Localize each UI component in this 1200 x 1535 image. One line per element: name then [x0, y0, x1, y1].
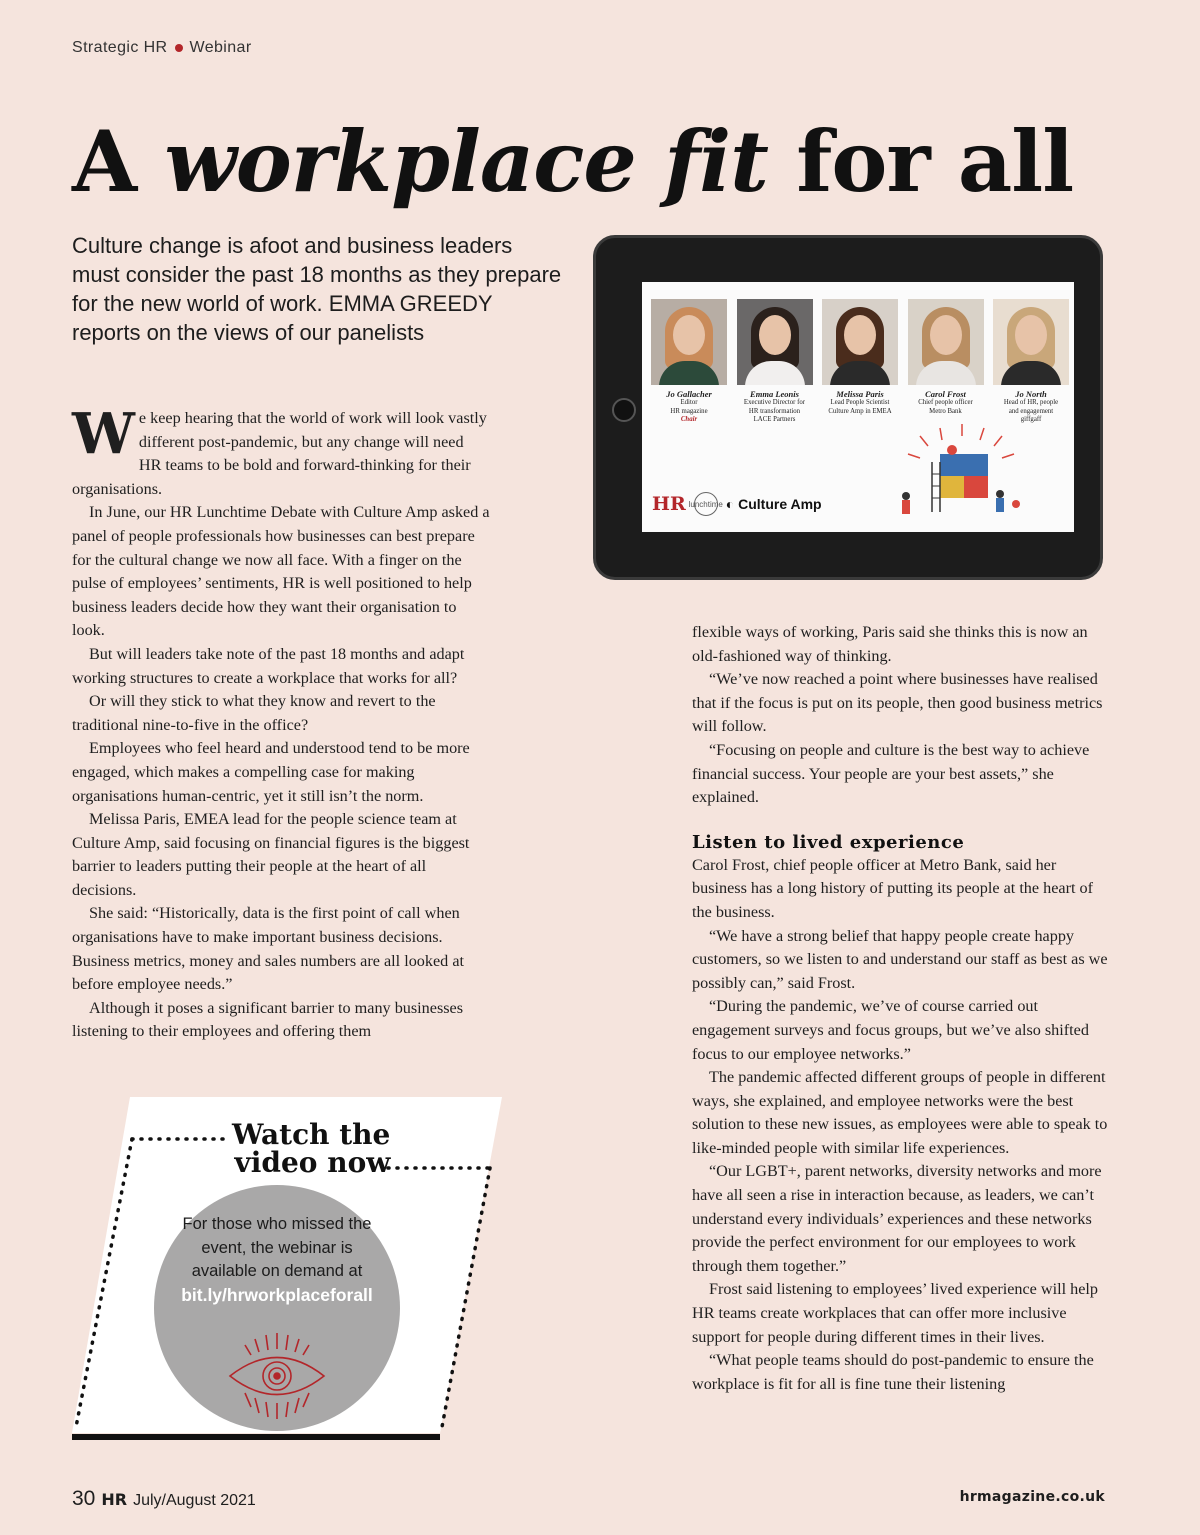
callout-circle — [154, 1185, 400, 1431]
panelist-photo — [993, 299, 1069, 385]
panelist-extra: giffgaff — [1020, 416, 1042, 423]
panelist-name: Jo Gallacher — [666, 389, 712, 399]
panelist-org: Culture Amp in EMEA — [828, 407, 892, 415]
body-paragraph: “We have a strong belief that happy people create happy customers, so we listen to and understand our staff as best as we possibly can,” said Frost. — [692, 926, 1108, 992]
body-paragraph: The pandemic affected different groups of people in different ways, she explained, and employee networks were the best solution to these new issues, as employees were able to speak to like-minded people with similar life experiences. — [692, 1068, 1108, 1157]
callout-title-line1: Watch the — [232, 1118, 391, 1151]
callout-title-line2: video now — [234, 1146, 391, 1179]
panelist-name: Melissa Paris — [836, 389, 884, 399]
panelist-role: Head of HR, people — [1003, 399, 1059, 406]
panelist-org: HR transformation — [748, 407, 801, 415]
body-paragraph: Melissa Paris, EMEA lead for the people science team at Culture Amp, said focusing on financial figures is the biggest barrier to leaders putting their people at the heart of all decisions. — [72, 810, 470, 899]
panelist-org: Metro Bank — [929, 407, 962, 415]
webinar-link[interactable]: bit.ly/hrworkplaceforall — [181, 1284, 373, 1305]
panelist-card — [992, 299, 1070, 425]
tablet-image — [593, 235, 1103, 580]
body-paragraph: “What people teams should do post-pandemic to ensure the workplace is fit for all is fine tune their listening — [692, 1351, 1094, 1393]
body-paragraph: Carol Frost, chief people officer at Metro Bank, said her business has a long history of putting its people at the heart of the business. — [692, 855, 1094, 921]
panelist-name: Emma Leonis — [750, 389, 799, 399]
panelist-name: Jo North — [1015, 389, 1047, 399]
home-button-icon — [612, 398, 636, 422]
watch-video-callout — [72, 1097, 502, 1445]
section-label: Strategic HR — [72, 39, 168, 56]
eye-icon — [226, 1331, 328, 1421]
panelist-extra: Chair — [680, 416, 698, 423]
panelist-role: Executive Director for — [743, 399, 806, 406]
headline-italic: workplace fit — [164, 112, 768, 211]
body-paragraph: Or will they stick to what they know and revert to the traditional nine-to-five in the office? — [72, 692, 436, 734]
body-paragraph: Employees who feel heard and understood tend to be more engaged, which makes a compelling case for making organisations human-centric, yet it still isn’t the norm. — [72, 739, 470, 805]
panelist-org: and engagement — [1008, 407, 1054, 415]
webinar-screen — [642, 282, 1074, 532]
panelist-row — [650, 299, 1070, 425]
body-paragraph: “We’ve now reached a point where businesses have realised that if the focus is put on its people, then good business metrics will follow. — [692, 670, 1103, 736]
panelist-photo — [822, 299, 898, 385]
lunchtime-logo: lunchtime — [694, 492, 718, 516]
page-number: 30 — [72, 1487, 96, 1510]
panelist-role: Chief people officer — [918, 399, 973, 406]
drop-cap: W — [72, 401, 135, 467]
body-paragraph: Frost said listening to employees’ lived experience will help HR teams create workplaces that can offer more inclusive support for people during different times in their lives. — [692, 1280, 1099, 1346]
body-paragraph: Although it poses a significant barrier to many businesses listening to their employees and offering them — [72, 998, 464, 1041]
culture-amp-logo: ◐ Culture Amp — [725, 496, 822, 512]
standfirst: Culture change is afoot and business leaders must consider the past 18 months as they prepare for the new world of work. EMMA GREEDY reports on the views of our panelists — [72, 233, 562, 345]
panelist-name: Carol Frost — [925, 389, 966, 399]
article-headline — [72, 112, 1074, 211]
body-paragraph: “Our LGBT+, parent networks, diversity networks and more have all seen a rise in interaction because, as leaders, we can’t understand every individuals’ experiences and these networks provide the perfect environment for our employees to work through them together.” — [692, 1162, 1102, 1275]
headline-part2: for all — [767, 112, 1074, 211]
left-column — [72, 401, 490, 1044]
right-column-bottom — [692, 854, 1110, 1397]
panelist-card — [907, 299, 985, 425]
panelist-card — [821, 299, 899, 425]
panelist-role: Editor — [680, 399, 698, 406]
callout-title — [232, 1118, 391, 1179]
panelist-photo — [651, 299, 727, 385]
paragraph-text: e keep hearing that the world of work will look vastly different post-pandemic, but any change will need HR teams to be bold and forward-thinking for their organisations. — [72, 409, 487, 498]
bullet-dot-icon — [175, 44, 183, 52]
panelist-photo — [908, 299, 984, 385]
magazine-mark: HR — [101, 1490, 128, 1509]
culture-amp-name: Culture Amp — [738, 496, 822, 512]
body-paragraph: But will leaders take note of the past 18 months and adapt working structures to create a workplace that works for all? — [72, 644, 465, 687]
headline-part1: A — [72, 112, 165, 211]
callout-text: For those who missed the event, the webinar is available on demand at — [182, 1215, 372, 1280]
puzzle-illustration-icon — [890, 422, 1050, 526]
issue-date: July/August 2021 — [133, 1492, 256, 1509]
body-paragraph: She said: “Historically, data is the first point of call when organisations have to make important business decisions. Business metrics, money and sales numbers are all looked at before employee needs.” — [72, 904, 465, 994]
panelist-photo — [737, 299, 813, 385]
panelist-extra: LACE Partners — [753, 416, 796, 423]
body-paragraph: In June, our HR Lunchtime Debate with Culture Amp asked a panel of people professionals how businesses can best prepare for the cultural change we now all face. With a finger on the pulse of employees’ sentiments, HR is well positioned to help business leaders decide how they want their organisation to look. — [72, 503, 490, 640]
right-column — [692, 621, 1110, 1396]
section-kicker — [72, 39, 252, 57]
subheading: Listen to lived experience — [692, 831, 965, 853]
footer-folio — [72, 1487, 256, 1511]
body-paragraph — [72, 401, 490, 501]
body-paragraph: flexible ways of working, Paris said she thinks this is now an old-fashioned way of thinking. — [692, 623, 1088, 665]
panelist-role: Lead People Scientist — [830, 399, 890, 406]
panelist-card — [650, 299, 728, 425]
panelist-card — [736, 299, 814, 425]
body-paragraph: “During the pandemic, we’ve of course carried out engagement surveys and focus groups, but we’ve also shifted focus to our employee networks.” — [692, 997, 1089, 1063]
right-column-top — [692, 621, 1110, 810]
topic-label: Webinar — [189, 39, 252, 56]
logo-strip — [652, 492, 822, 516]
footer-site-url[interactable]: hrmagazine.co.uk — [959, 1489, 1105, 1505]
panelist-org: HR magazine — [670, 407, 708, 415]
hr-magazine-logo: HR — [652, 493, 686, 515]
body-paragraph: “Focusing on people and culture is the best way to achieve financial success. Your people are your best assets,” she explained. — [692, 740, 1090, 807]
